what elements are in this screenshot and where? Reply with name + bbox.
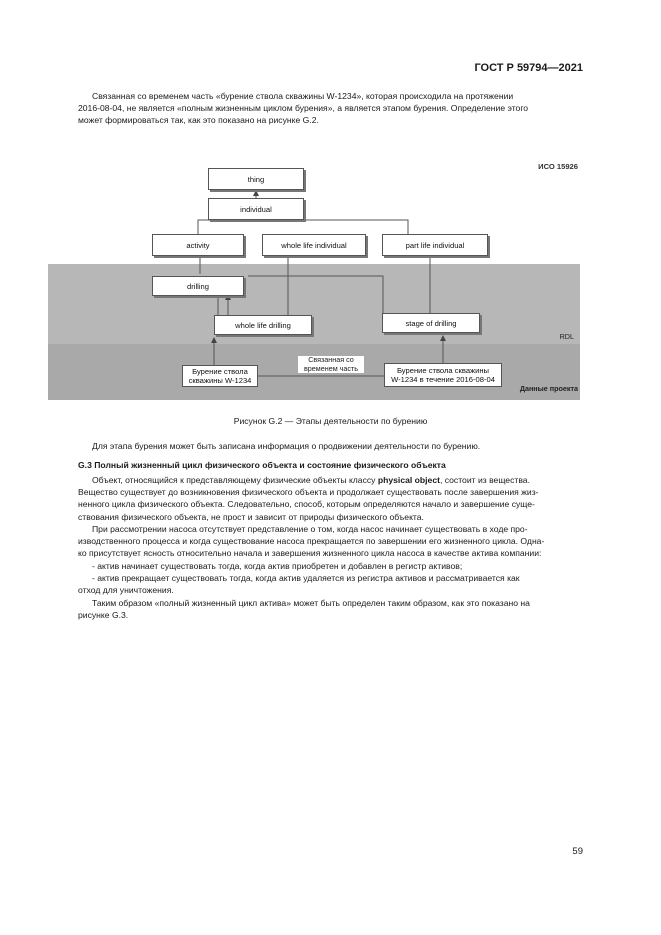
intro-line-3: может формироваться так, как это показано на рисунке G.2. — [78, 115, 319, 126]
p2-line-1: При рассмотрении насоса отсутствует представление о том, когда насос начинает существовать в ходе про- — [92, 524, 528, 534]
project-data-label: Данные проекта — [519, 384, 578, 393]
paragraph-physical-object — [78, 474, 583, 523]
paragraph-full-lifecycle — [78, 597, 583, 621]
paragraph-pump — [78, 523, 583, 596]
p1-line-3: ненного цикла физического объекта. Следовательно, способ, которым определяются начало и завершение суще- — [78, 499, 535, 510]
p1-line-1-b: , состоит из вещества. — [439, 475, 530, 485]
iso-15926-label: ИСО 15926 — [538, 162, 578, 171]
box-part-life-individual: part life individual — [382, 234, 488, 256]
box-drilling-w1234-2016 — [384, 363, 502, 387]
bullet-1: - актив начинает существовать тогда, когда актив приобретен и добавлен в регистр активов; — [92, 560, 463, 571]
standard-number: ГОСТ Р 59794—2021 — [474, 62, 583, 74]
box-stage-of-drilling: stage of drilling — [382, 313, 480, 333]
p1-line-1 — [78, 474, 583, 486]
figure-g2 — [48, 158, 580, 402]
p1-line-2: Вещество существует до возникновения физического объекта и продолжает существовать после завершения жиз- — [78, 487, 539, 498]
box-drilling-w1234 — [182, 365, 258, 387]
box-whole-life-individual: whole life individual — [262, 234, 366, 256]
bullet-2: - актив прекращает существовать тогда, когда актив удаляется из регистра активов и рассматривается как — [92, 572, 520, 583]
after-figure-text: Для этапа бурения может быть записана информация о продвижении деятельности по бурению. — [92, 441, 481, 451]
intro-line-2: 2016-08-04, не является «полным жизненным циклом бурения», а является этапом бурения. Определение этого — [78, 103, 529, 114]
intro-paragraph — [78, 90, 583, 127]
rdl-label: RDL — [559, 332, 574, 341]
box-thing: thing — [208, 168, 304, 190]
box-whole-life-drilling: whole life drilling — [214, 315, 312, 335]
box-activity: activity — [152, 234, 244, 256]
page-number: 59 — [572, 846, 583, 857]
section-heading-g3: G.3 Полный жизненный цикл физического объекта и состояние физического объекта — [78, 460, 446, 470]
temporal-part-line-1: Связанная со — [308, 355, 354, 364]
box-individual: individual — [208, 198, 304, 220]
drilling-w1234-2016-line-1: Бурение ствола скважины — [396, 366, 490, 375]
p3-line-1: Таким образом «полный жизненный цикл актива» может быть определен таким образом, как это показано на — [92, 598, 530, 608]
p3-line-2: рисунке G.3. — [78, 610, 129, 621]
intro-line-1: Связанная со временем часть «бурение ствола скважины W-1234», которая происходила на протяжении — [92, 91, 514, 101]
bullet-2-continuation: отход для уничтожения. — [78, 585, 174, 596]
box-drilling: drilling — [152, 276, 244, 296]
physical-object-term: physical object — [377, 475, 440, 485]
p1-line-1-a: Объект, относящийся к представляющему физические объекты классу — [92, 475, 378, 485]
temporal-part-line-2: временем часть — [303, 363, 359, 373]
p1-line-4: ствования физического объекта, не прост и зависит от природы физического объекта. — [78, 511, 424, 522]
drilling-w1234-2016-line-2: W-1234 в течение 2016-08-04 — [391, 375, 495, 384]
drilling-w1234-line-1: Бурение ствола — [192, 367, 248, 376]
figure-caption: Рисунок G.2 — Этапы деятельности по бурению — [233, 416, 428, 426]
p2-line-3: ко присутствует ясность относительно начала и завершения жизненного цикла насоса в качестве актива компании: — [78, 548, 542, 559]
p2-line-2: изводственного процесса и когда существование насоса прекращается по завершении его жизненного цикла. Одна- — [78, 536, 545, 547]
drilling-w1234-line-2: скважины W-1234 — [188, 376, 252, 385]
temporal-part-label — [298, 356, 364, 373]
